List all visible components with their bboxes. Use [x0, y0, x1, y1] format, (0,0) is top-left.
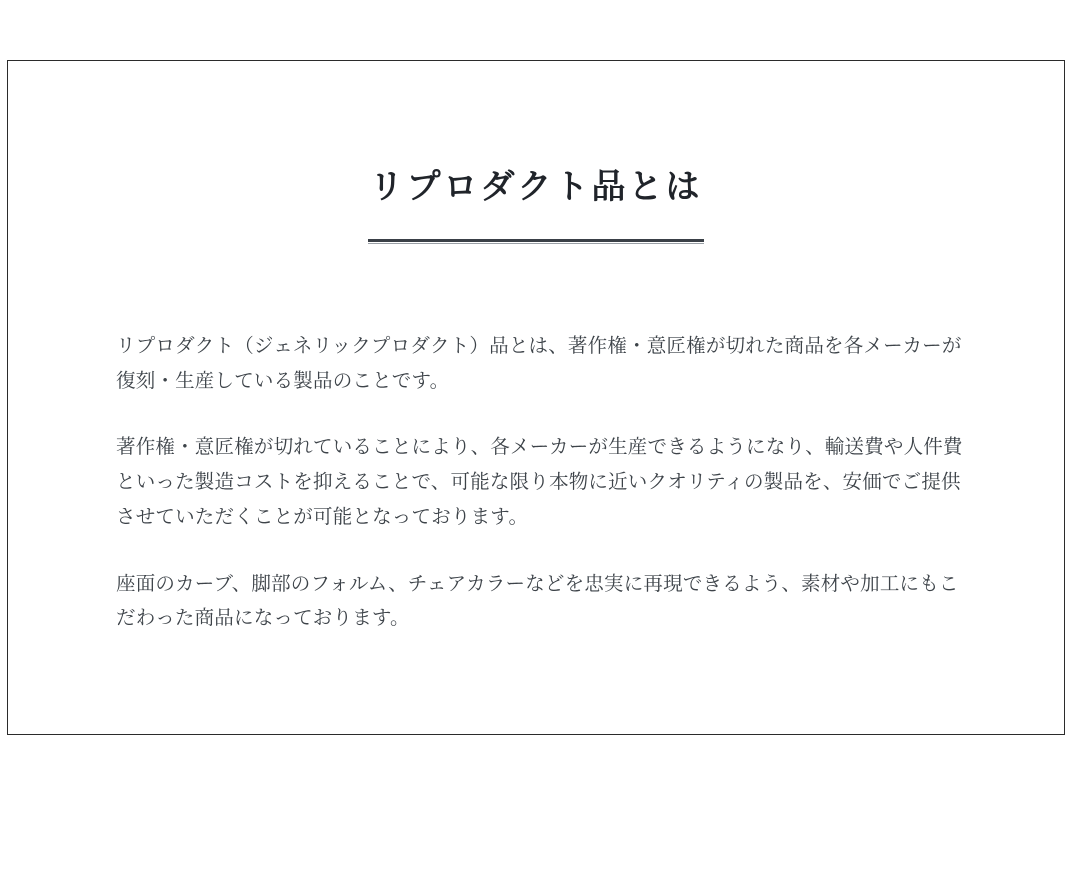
content-card [7, 60, 1065, 735]
page-title: リプロダクト品とは [369, 167, 703, 207]
title-divider [368, 239, 704, 244]
paragraph-3: 座面のカーブ、脚部のフォルム、チェアカラーなどを忠実に再現できるよう、素材や加工にもこだわった商品になっております。 [116, 571, 959, 630]
body-text-block [116, 329, 964, 636]
paragraph-1: リプロダクト（ジェネリックプロダクト）品とは、著作権・意匠権が切れた商品を各メーカーが復刻・生産している製品のことです。 [116, 334, 962, 392]
paragraph-2: 著作権・意匠権が切れていることにより、各メーカーが生産できるようになり、輸送費や人件費といった製造コストを抑えることで、可能な限り本物に近いクオリティの製品を、安価でご提供させていただくことが可能となっております。 [116, 435, 963, 528]
card-inner [8, 61, 1064, 734]
